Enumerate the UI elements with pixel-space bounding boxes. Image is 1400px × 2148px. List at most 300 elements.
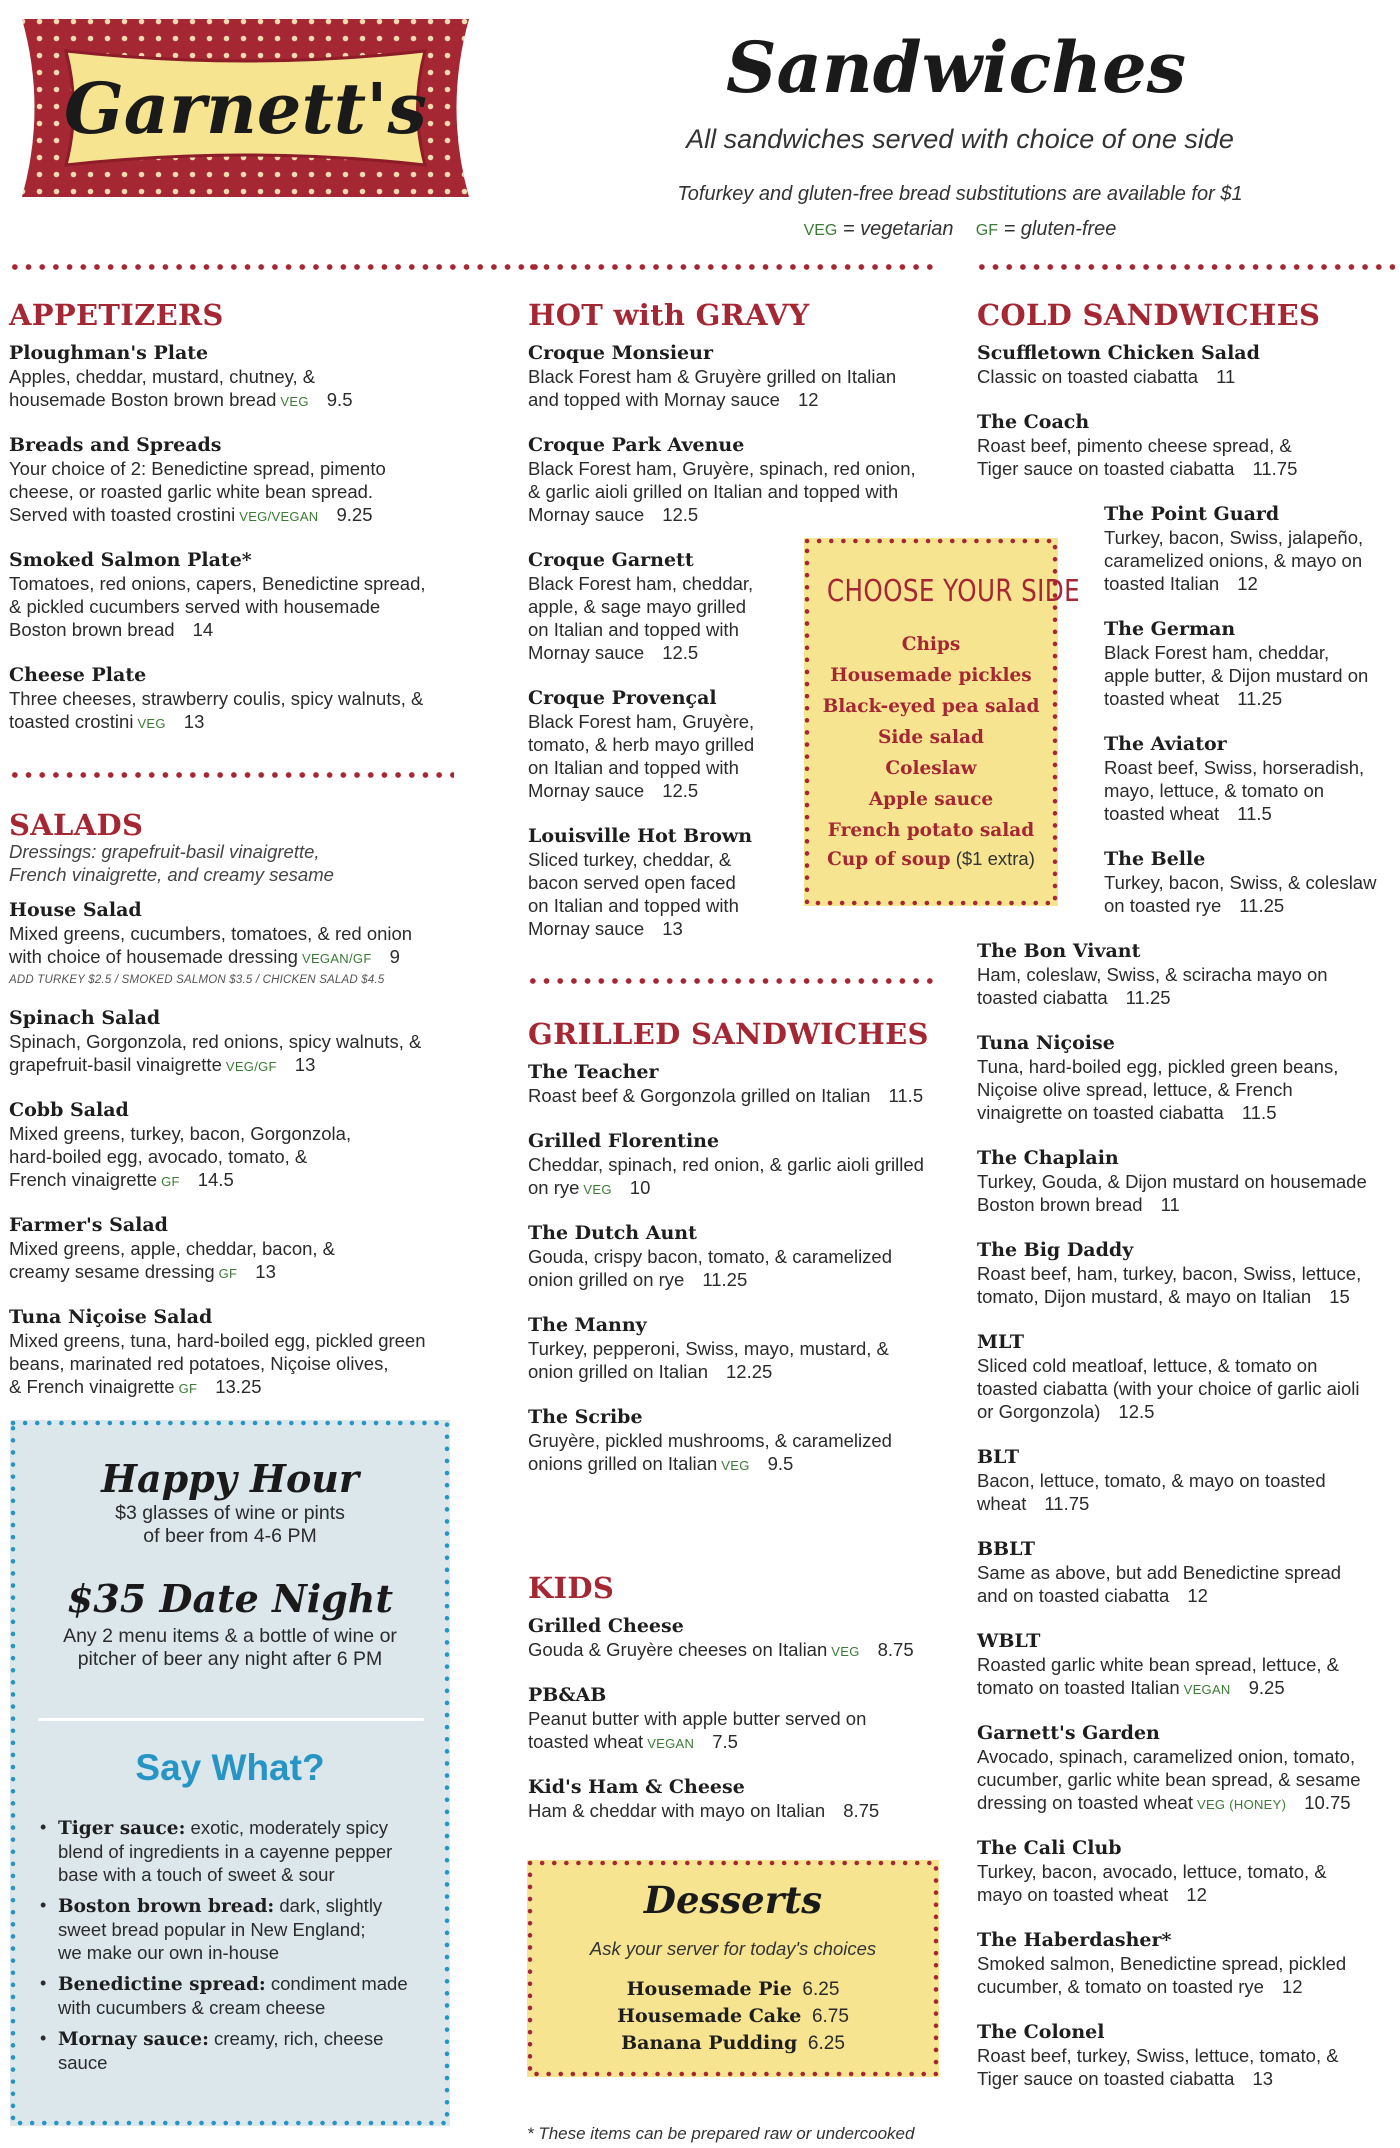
page-title: Sandwiches — [725, 26, 1187, 109]
item-description-end: mayo on toasted wheat — [977, 1884, 1169, 1905]
item-name: The Manny — [528, 1314, 647, 1336]
side-box-title: CHOOSE YOUR SIDE — [826, 574, 1081, 609]
item-description: Sliced cold meatloaf, lettuce, & tomato on — [977, 1355, 1318, 1376]
menu-item — [977, 1630, 1398, 1701]
menu-item — [977, 1837, 1398, 1906]
glossary-definition: we make our own in-house — [58, 1942, 280, 1963]
menu-item — [977, 342, 1398, 388]
item-price: 13 — [255, 1261, 276, 1282]
menu-item — [528, 1776, 968, 1822]
divider-dots — [526, 978, 938, 984]
glossary-definition: dark, slightly — [274, 1895, 383, 1916]
item-description-end: housemade Boston brown bread — [9, 389, 277, 410]
item-description-end: creamy sesame dressing — [9, 1261, 215, 1282]
item-description-last — [977, 365, 1398, 388]
item-description-end: toasted ciabatta — [977, 987, 1108, 1008]
item-description-end: toasted wheat — [528, 1731, 644, 1752]
side-option: Chips — [901, 634, 961, 655]
diet-tag: VEG — [583, 1182, 612, 1197]
item-name: Croque Monsieur — [528, 342, 713, 364]
desserts-title: Desserts — [643, 1878, 823, 1922]
item-description: hard-boiled egg, avocado, tomato, & — [9, 1146, 308, 1167]
menu-item — [528, 1684, 968, 1755]
say-what-title: Say What? — [135, 1747, 325, 1788]
item-description-end: Mornay sauce — [528, 918, 645, 939]
glossary-entry — [40, 1816, 440, 1886]
item-description-last — [528, 388, 968, 411]
item-description-end: toasted wheat — [1104, 803, 1220, 824]
item-description: Same as above, but add Benedictine spread — [977, 1562, 1342, 1583]
item-description: Apples, cheddar, mustard, chutney, & — [9, 366, 316, 387]
menu-item — [9, 549, 529, 641]
item-description-last — [528, 1730, 968, 1755]
menu-item — [1104, 848, 1398, 917]
date-night-line-2: pitcher of beer any night after 6 PM — [77, 1648, 383, 1670]
item-description-end: onion grilled on Italian — [528, 1361, 708, 1382]
gf-legend-text: = gluten-free — [998, 218, 1117, 240]
item-description: Tuna, hard-boiled egg, pickled green beans, — [977, 1056, 1339, 1077]
dressings-note-line-1: Dressings: grapefruit-basil vinaigrette, — [9, 841, 320, 862]
item-description: Gouda, crispy bacon, tomato, & caramelized — [528, 1246, 893, 1267]
item-name: Smoked Salmon Plate* — [9, 549, 252, 571]
glossary-entry — [40, 1894, 440, 1964]
item-description: Roast beef, Swiss, horseradish, — [1104, 757, 1365, 778]
item-description-end: tomato, Dijon mustard, & mayo on Italian — [977, 1286, 1312, 1307]
menu-item — [1104, 503, 1398, 595]
footnote: * These items can be prepared raw or undercooked — [527, 2124, 915, 2143]
glossary-definition: condiment made — [265, 1973, 408, 1994]
menu-item — [9, 1099, 529, 1193]
side-option: Housemade pickles — [830, 665, 1032, 686]
item-description-end: Tiger sauce on toasted ciabatta — [977, 2068, 1235, 2089]
item-description-last — [9, 618, 529, 641]
item-price: 11.5 — [1237, 803, 1272, 824]
dessert-name: Housemade Pie — [626, 1978, 792, 2000]
diet-tag: VEG/GF — [225, 1059, 277, 1074]
menu-item — [977, 940, 1398, 1009]
item-description: Spinach, Gorgonzola, red onions, spicy walnuts, & — [9, 1031, 422, 1052]
header-subtitle: All sandwiches served with choice of one side — [686, 124, 1234, 154]
item-description-last — [977, 457, 1398, 480]
bullet: • — [40, 1817, 47, 1837]
menu-item — [1104, 618, 1398, 710]
diet-tag: GF — [178, 1381, 198, 1396]
glossary-term: Mornay sauce: — [58, 2029, 209, 2050]
item-description-end: toasted wheat — [1104, 688, 1220, 709]
item-name: The Cali Club — [977, 1837, 1122, 1859]
item-name: BBLT — [977, 1538, 1036, 1560]
logo-text: Garnett's — [64, 67, 427, 150]
happy-hour-line-1: $3 glasses of wine or pints — [115, 1502, 345, 1524]
item-description: mayo, lettuce, & tomato on — [1104, 780, 1325, 801]
happy-hour-box — [10, 1420, 450, 2126]
glossary-definition: base with a touch of sweet & sour — [58, 1864, 335, 1885]
menu-item — [528, 1061, 968, 1107]
item-description-last — [9, 388, 529, 413]
side-option: Side salad — [878, 727, 984, 748]
diet-tag: VEGAN/GF — [301, 951, 372, 966]
item-description: Avocado, spinach, caramelized onion, tomato, — [977, 1746, 1356, 1767]
item-description: Cheddar, spinach, red onion, & garlic aioli grilled — [528, 1154, 924, 1175]
item-name: The Teacher — [528, 1061, 659, 1083]
item-name: The German — [1104, 618, 1236, 640]
item-name: The Haberdasher* — [977, 1929, 1172, 1951]
item-description-end: Boston brown bread — [977, 1194, 1143, 1215]
happy-hour-rule — [38, 1718, 424, 1721]
menu-item — [528, 434, 968, 526]
item-description-end: Ham & cheddar with mayo on Italian — [528, 1800, 826, 1821]
item-price: 9.5 — [767, 1453, 794, 1474]
dessert-price: 6.75 — [801, 2006, 849, 2027]
item-name: Tuna Niçoise Salad — [9, 1306, 213, 1328]
item-price: 7.5 — [712, 1731, 738, 1752]
item-description: Roast beef, turkey, Swiss, lettuce, tomato, & — [977, 2045, 1339, 2066]
item-price: 15 — [1329, 1286, 1350, 1307]
item-description-end: vinaigrette on toasted ciabatta — [977, 1102, 1224, 1123]
menu-item — [528, 1314, 968, 1383]
diet-tag: GF — [218, 1266, 238, 1281]
item-name: Ploughman's Plate — [9, 342, 209, 364]
item-price: 12.25 — [726, 1361, 773, 1382]
item-description-last — [977, 1975, 1398, 1998]
item-description-end: Classic on toasted ciabatta — [977, 366, 1199, 387]
veg-legend-text: = vegetarian — [837, 218, 954, 240]
item-price: 14 — [192, 619, 214, 640]
item-description: Mixed greens, cucumbers, tomatoes, & red onion — [9, 923, 413, 944]
item-description: Mixed greens, apple, cheddar, bacon, & — [9, 1238, 336, 1259]
diet-tag: VEG — [137, 716, 166, 731]
item-price: 11 — [1160, 1194, 1180, 1215]
menu-item — [977, 1929, 1398, 1998]
item-description: Turkey, Gouda, & Dijon mustard on housemade — [977, 1171, 1367, 1192]
item-description-last — [528, 1268, 968, 1291]
desserts-subtitle: Ask your server for today's choices — [589, 1938, 877, 1959]
item-description-end: grapefruit-basil vinaigrette — [9, 1054, 222, 1075]
item-price: 12 — [797, 389, 819, 410]
item-description: Roast beef, ham, turkey, bacon, Swiss, lettuce, — [977, 1263, 1362, 1284]
item-description-end: Mornay sauce — [528, 780, 645, 801]
bullet: • — [40, 1973, 47, 1993]
item-description: Roasted garlic white bean spread, lettuce, & — [977, 1654, 1339, 1675]
item-description: toasted ciabatta (with your choice of garlic aioli — [977, 1378, 1360, 1399]
item-description-end: Gouda & Gruyère cheeses on Italian — [528, 1639, 828, 1660]
item-description-last — [977, 1492, 1398, 1515]
item-price: 11.75 — [1252, 458, 1298, 479]
item-description-end: on rye — [528, 1177, 580, 1198]
item-price: 12.5 — [1118, 1401, 1155, 1422]
item-price: 8.75 — [843, 1800, 880, 1821]
menu-item — [977, 1147, 1398, 1216]
side-option: Coleslaw — [885, 758, 977, 779]
happy-hour-line-2: of beer from 4-6 PM — [143, 1525, 317, 1547]
glossary-term: Tiger sauce: — [58, 1818, 186, 1839]
item-name: Tuna Niçoise — [977, 1032, 1115, 1054]
item-description-end: Boston brown bread — [9, 619, 175, 640]
item-name: Kid's Ham & Cheese — [528, 1776, 745, 1798]
menu-item — [9, 342, 529, 413]
item-name: The Bon Vivant — [977, 940, 1141, 962]
item-description: Black Forest ham, cheddar, — [1104, 642, 1330, 663]
item-description: tomato, & herb mayo grilled — [528, 734, 755, 755]
side-option: Apple sauce — [868, 789, 994, 810]
item-description: Mixed greens, tuna, hard-boiled egg, pickled green — [9, 1330, 426, 1351]
bullet: • — [40, 1895, 47, 1915]
salads-heading: SALADS — [9, 808, 144, 842]
item-name: The Big Daddy — [977, 1239, 1134, 1261]
item-name: House Salad — [9, 899, 142, 921]
item-price: 9.25 — [1248, 1677, 1285, 1698]
item-name: The Chaplain — [977, 1147, 1119, 1169]
item-name: BLT — [977, 1446, 1020, 1468]
gf-legend-tag: GF — [975, 222, 999, 239]
item-description: Bacon, lettuce, tomato, & mayo on toasted — [977, 1470, 1326, 1491]
item-name: Breads and Spreads — [9, 434, 222, 456]
bullet: • — [40, 2028, 47, 2048]
item-description: Black Forest ham, cheddar, — [528, 573, 754, 594]
item-name: Scuffletown Chicken Salad — [977, 342, 1260, 364]
item-description: Turkey, bacon, Swiss, & coleslaw — [1104, 872, 1377, 893]
item-description: Three cheeses, strawberry coulis, spicy walnuts, & — [9, 688, 424, 709]
item-description-end: Served with toasted crostini — [9, 504, 236, 525]
side-option: Black-eyed pea salad — [822, 696, 1040, 717]
divider-dots — [8, 772, 454, 778]
item-description-last — [528, 1799, 968, 1822]
item-price: 8.75 — [877, 1639, 914, 1660]
item-description-last — [977, 986, 1398, 1009]
appetizers-heading: APPETIZERS — [9, 298, 224, 332]
diet-tag: VEG (HONEY) — [1196, 1797, 1287, 1812]
dessert-price: 6.25 — [797, 2033, 845, 2054]
item-name: The Belle — [1104, 848, 1206, 870]
salad-addons: ADD TURKEY $2.5 / SMOKED SALMON $3.5 / CHICKEN SALAD $4.5 — [9, 974, 385, 986]
item-description: Ham, coleslaw, Swiss, & sciracha mayo on — [977, 964, 1328, 985]
item-price: 9 — [389, 946, 400, 967]
menu-item — [1104, 733, 1398, 825]
item-description: on Italian and topped with — [528, 757, 739, 778]
item-name: Garnett's Garden — [977, 1722, 1160, 1744]
item-name: PB&AB — [528, 1684, 607, 1706]
item-description: & pickled cucumbers served with housemade — [9, 596, 381, 617]
divider-dots — [8, 264, 542, 270]
item-description: on Italian and topped with — [528, 895, 739, 916]
item-description-end: cucumber, & tomato on toasted rye — [977, 1976, 1264, 1997]
item-description-end: French vinaigrette — [9, 1169, 158, 1190]
item-description: apple, & sage mayo grilled — [528, 596, 747, 617]
item-description-last — [977, 1883, 1398, 1906]
item-price: 10 — [629, 1177, 651, 1198]
item-description: apple butter, & Dijon mustard on — [1104, 665, 1369, 686]
item-description-end: wheat — [977, 1493, 1027, 1514]
dessert-name: Housemade Cake — [617, 2005, 802, 2027]
glossary-definition: sauce — [58, 2052, 108, 2073]
menu-item — [528, 342, 968, 411]
kids-heading: KIDS — [528, 1571, 615, 1605]
item-description-last — [528, 1176, 968, 1201]
item-name: Cheese Plate — [9, 664, 147, 686]
item-description: beans, marinated red potatoes, Niçoise olives, — [9, 1353, 389, 1374]
item-price: 12.5 — [662, 642, 699, 663]
item-description-end: and topped with Mornay sauce — [528, 389, 780, 410]
menu-item — [528, 1406, 968, 1477]
item-price: 14.5 — [197, 1169, 234, 1190]
item-description-end: tomato on toasted Italian — [977, 1677, 1180, 1698]
item-name: The Coach — [977, 411, 1090, 433]
item-description: Roast beef, pimento cheese spread, & — [977, 435, 1292, 456]
item-description-last — [9, 710, 529, 735]
item-description-end: toasted Italian — [1104, 573, 1220, 594]
diet-tag: VEG — [831, 1644, 860, 1659]
diet-tag: GF — [161, 1174, 180, 1189]
item-name: The Dutch Aunt — [528, 1222, 697, 1244]
date-night-title: $35 Date Night — [66, 1576, 393, 1621]
item-price: 13 — [662, 918, 683, 939]
choose-your-side-box — [804, 538, 1081, 906]
item-description-last — [977, 1791, 1398, 1816]
item-description: Black Forest ham, Gruyère, spinach, red onion, — [528, 458, 916, 479]
item-description-last — [9, 1260, 529, 1285]
item-name: The Point Guard — [1104, 503, 1280, 525]
item-price: 10.75 — [1304, 1792, 1351, 1813]
menu-item — [9, 1306, 529, 1400]
item-description-last — [9, 1053, 529, 1078]
item-description: Turkey, pepperoni, Swiss, mayo, mustard, & — [528, 1338, 889, 1359]
item-price: 11 — [1216, 366, 1236, 387]
glossary-term: Boston brown bread: — [58, 1896, 275, 1917]
item-price: 9.25 — [336, 504, 373, 525]
item-price: 11.5 — [888, 1085, 924, 1106]
item-price: 12 — [1187, 1585, 1208, 1606]
item-description: Smoked salmon, Benedictine spread, pickled — [977, 1953, 1347, 1974]
divider-dots — [526, 264, 938, 270]
item-description-last — [9, 503, 529, 528]
side-option: French potato salad — [827, 820, 1035, 841]
item-description-last — [977, 1101, 1398, 1124]
item-description: Black Forest ham, Gruyère, — [528, 711, 755, 732]
item-description-last — [977, 1193, 1398, 1216]
item-description-end: & French vinaigrette — [9, 1376, 175, 1397]
diet-tag: VEGAN — [1183, 1682, 1231, 1697]
item-description-last — [528, 917, 968, 940]
item-description: cheese, or roasted garlic white bean spread. — [9, 481, 374, 502]
menu-item — [528, 1222, 968, 1291]
item-description-end: dressing on toasted wheat — [977, 1792, 1193, 1813]
hot-gravy-heading: HOT with GRAVY — [528, 298, 810, 332]
item-description-end: toasted crostini — [9, 711, 134, 732]
item-description-last — [9, 1375, 529, 1400]
item-description: Niçoise olive spread, lettuce, & French — [977, 1079, 1293, 1100]
dessert-price: 6.25 — [791, 1979, 840, 2000]
item-price: 13 — [294, 1054, 316, 1075]
item-name: Louisville Hot Brown — [528, 825, 753, 847]
diet-tag: VEG — [280, 394, 309, 409]
item-description: & garlic aioli grilled on Italian and topped with — [528, 481, 899, 502]
item-description-last — [9, 945, 529, 970]
menu-item — [977, 411, 1398, 480]
item-price: 12.5 — [662, 504, 699, 525]
item-description-end: or Gorgonzola) — [977, 1401, 1101, 1422]
item-description-end: Roast beef & Gorgonzola grilled on Italian — [528, 1085, 871, 1106]
desserts-box — [527, 1860, 939, 2077]
item-description: Gruyère, pickled mushrooms, & caramelized — [528, 1430, 892, 1451]
item-description-last — [1104, 894, 1398, 917]
happy-hour-title: Happy Hour — [101, 1456, 359, 1501]
item-price: 12 — [1281, 1976, 1303, 1997]
date-night-line-1: Any 2 menu items & a bottle of wine or — [63, 1625, 397, 1647]
item-description: Peanut butter with apple butter served on — [528, 1708, 867, 1729]
item-description-end: and on toasted ciabatta — [977, 1585, 1170, 1606]
item-price: 11.25 — [1237, 688, 1283, 709]
veg-legend-tag: VEG — [803, 222, 838, 239]
item-description-end: Mornay sauce — [528, 642, 645, 663]
menu-item — [977, 1032, 1398, 1124]
item-description: cucumber, garlic white bean spread, & sesame — [977, 1769, 1361, 1790]
grilled-sandwiches-heading: GRILLED SANDWICHES — [528, 1017, 929, 1051]
item-price: 12 — [1186, 1884, 1207, 1905]
item-name: The Aviator — [1104, 733, 1227, 755]
menu-item — [9, 1007, 529, 1078]
menu-item — [977, 1538, 1398, 1607]
item-description: Sliced turkey, cheddar, & — [528, 849, 732, 870]
item-description: Turkey, bacon, Swiss, jalapeño, — [1104, 527, 1364, 548]
item-price: 13 — [1252, 2068, 1274, 2089]
item-description: Black Forest ham & Gruyère grilled on Italian — [528, 366, 897, 387]
item-description-end: Mornay sauce — [528, 504, 645, 525]
item-price: 11.25 — [702, 1269, 748, 1290]
menu-item — [977, 2021, 1398, 2090]
item-description: Tomatoes, red onions, capers, Benedictine spread, — [9, 573, 426, 594]
menu-item — [9, 664, 529, 735]
diet-tag: VEG — [721, 1458, 750, 1473]
glossary-entry — [40, 2027, 440, 2074]
menu-item — [977, 1446, 1398, 1515]
dessert-item — [527, 2032, 939, 2055]
side-option-soup: Cup of soup ($1 extra) — [827, 848, 1035, 870]
item-price: 13 — [183, 711, 205, 732]
item-description: caramelized onions, & mayo on — [1104, 550, 1363, 571]
item-description-last — [977, 1676, 1398, 1701]
item-description-last — [528, 503, 968, 526]
item-name: WBLT — [977, 1630, 1041, 1652]
item-price: 11.75 — [1044, 1493, 1090, 1514]
menu-item — [977, 1331, 1398, 1423]
dressings-note-line-2: French vinaigrette, and creamy sesame — [9, 864, 334, 885]
item-description-last — [528, 1084, 968, 1107]
glossary-definition: sweet bread popular in New England; — [58, 1919, 366, 1940]
item-name: Grilled Florentine — [528, 1130, 720, 1152]
item-price: 9.5 — [326, 389, 353, 410]
item-description: bacon served open faced — [528, 872, 736, 893]
item-description: on Italian and topped with — [528, 619, 739, 640]
glossary-definition: exotic, moderately spicy — [185, 1817, 388, 1838]
item-description: Your choice of 2: Benedictine spread, pimento — [9, 458, 386, 479]
item-price: 11.5 — [1241, 1102, 1277, 1123]
item-description-last — [9, 1168, 529, 1193]
item-name: Croque Garnett — [528, 549, 694, 571]
glossary-entry — [40, 1972, 440, 2019]
item-description-last — [1104, 572, 1398, 595]
item-price: 12.5 — [662, 780, 699, 801]
menu-item — [9, 434, 529, 528]
item-name: Spinach Salad — [9, 1007, 161, 1029]
cold-sandwiches-heading: COLD SANDWICHES — [977, 298, 1321, 332]
glossary-term: Benedictine spread: — [58, 1974, 266, 1995]
item-name: Farmer's Salad — [9, 1214, 168, 1236]
dessert-name: Banana Pudding — [621, 2032, 798, 2054]
glossary-definition: blend of ingredients in a cayenne pepper — [58, 1841, 393, 1862]
diet-legend — [560, 218, 1360, 241]
menu-item — [9, 899, 529, 990]
item-name: The Colonel — [977, 2021, 1105, 2043]
